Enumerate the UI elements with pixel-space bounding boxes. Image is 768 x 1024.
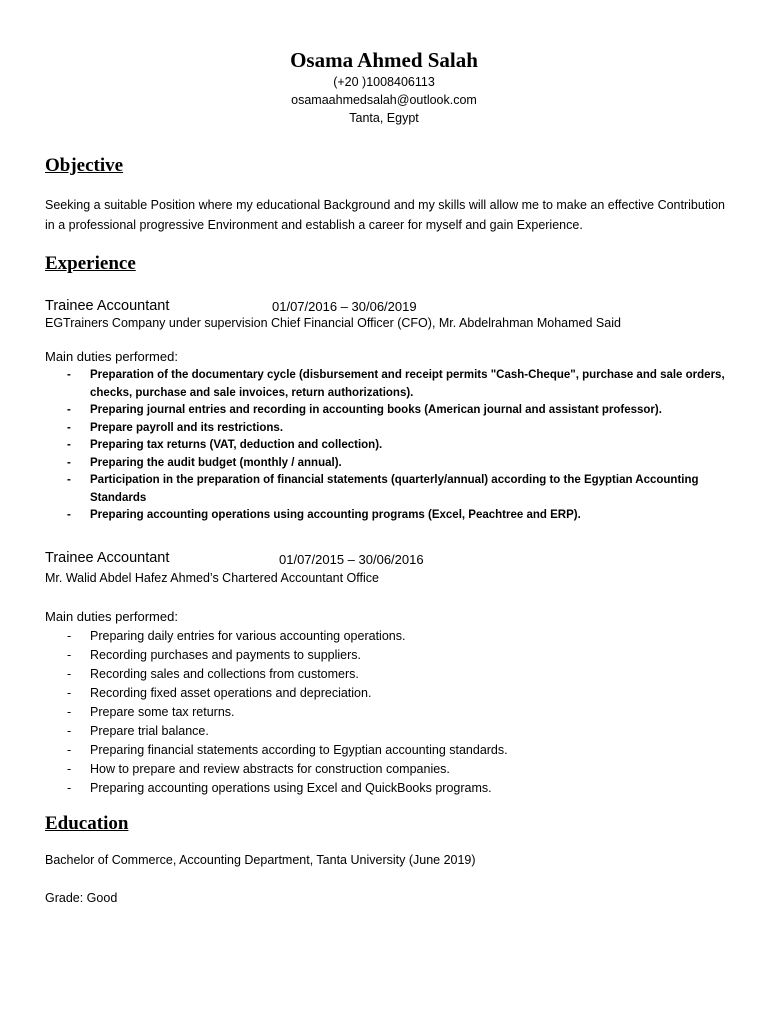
job-organization: EGTrainers Company under supervision Chief Financial Officer (CFO), Mr. Abdelrahman Mohamed Said <box>45 316 621 330</box>
duty-item <box>45 507 725 525</box>
job-dates: 01/07/2016 – 30/06/2019 <box>272 299 417 314</box>
duties-label: Main duties performed: <box>45 349 178 364</box>
duty-text: Prepare payroll and its restrictions. <box>90 421 284 434</box>
list-dash-marker: - <box>67 439 71 451</box>
duty-text: Preparing tax returns (VAT, deduction and collection). <box>90 439 383 451</box>
duty-item <box>45 665 725 684</box>
duty-text: Recording fixed asset operations and depreciation. <box>90 686 372 700</box>
job-title: Trainee Accountant <box>45 298 170 314</box>
education-degree: Bachelor of Commerce, Accounting Department, Tanta University (June 2019) <box>45 853 476 867</box>
duty-item <box>45 646 725 665</box>
duty-item <box>45 779 725 798</box>
education-heading: Education <box>45 813 129 834</box>
list-dash-marker: - <box>67 743 72 757</box>
email-address: osamaahmedsalah@outlook.com <box>291 93 477 107</box>
duty-item <box>45 684 725 703</box>
duty-item <box>45 722 725 741</box>
list-dash-marker: - <box>67 648 72 662</box>
objective-text: Seeking a suitable Position where my educational Background and my skills will allow me to make an effective Contribution in a professional progressive Environment and establish a career for myself and gain Experience. <box>45 198 725 232</box>
duties-list <box>45 627 725 798</box>
duties-label: Main duties performed: <box>45 609 178 624</box>
duty-item <box>45 472 725 507</box>
list-dash-marker: - <box>67 629 72 643</box>
list-dash-marker: - <box>67 762 72 776</box>
duty-text: Participation in the preparation of financial statements (quarterly/annual) according to the Egyptian Accounting Standards <box>90 474 699 504</box>
duty-item <box>45 703 725 722</box>
list-dash-marker: - <box>67 404 71 416</box>
list-dash-marker: - <box>67 781 72 795</box>
duty-text: Preparing accounting operations using accounting programs (Excel, Peachtree and ERP). <box>90 509 581 521</box>
duty-text: Preparing daily entries for various accounting operations. <box>90 629 406 643</box>
list-dash-marker: - <box>67 509 71 521</box>
duty-text: Preparing financial statements according to Egyptian accounting standards. <box>90 743 508 757</box>
list-dash-marker: - <box>67 724 72 738</box>
duty-text: Preparing the audit budget (monthly / annual). <box>90 456 342 469</box>
duty-text: Recording sales and collections from customers. <box>90 667 359 681</box>
education-grade: Grade: Good <box>45 891 118 905</box>
duty-text: How to prepare and review abstracts for construction companies. <box>90 762 450 776</box>
candidate-name: Osama Ahmed Salah <box>290 48 478 72</box>
duty-item <box>45 741 725 760</box>
duty-text: Preparing accounting operations using Excel and QuickBooks programs. <box>90 781 492 795</box>
job-dates: 01/07/2015 – 30/06/2016 <box>279 552 424 567</box>
list-dash-marker: - <box>67 456 71 469</box>
duty-item <box>45 402 725 420</box>
duty-item <box>45 437 725 455</box>
duty-text: Preparing journal entries and recording in accounting books (American journal and assistant professor). <box>90 404 662 416</box>
phone-number: (+20 )1008406113 <box>333 75 435 89</box>
list-dash-marker: - <box>67 369 71 381</box>
list-dash-marker: - <box>67 667 72 681</box>
duty-text: Prepare some tax returns. <box>90 705 235 719</box>
objective-heading: Objective <box>45 155 124 176</box>
list-dash-marker: - <box>67 705 72 719</box>
job-organization: Mr. Walid Abdel Hafez Ahmed’s Chartered Accountant Office <box>45 571 379 585</box>
duty-text: Prepare trial balance. <box>90 724 209 738</box>
duty-item <box>45 367 725 402</box>
duty-text: Recording purchases and payments to suppliers. <box>90 648 361 662</box>
list-dash-marker: - <box>67 474 71 486</box>
duty-item <box>45 760 725 779</box>
list-dash-marker: - <box>67 421 71 434</box>
duty-item <box>45 627 725 646</box>
duty-item <box>45 455 725 473</box>
list-dash-marker: - <box>67 686 72 700</box>
duties-list <box>45 367 725 525</box>
experience-heading: Experience <box>45 253 136 274</box>
job-title: Trainee Accountant <box>45 550 170 566</box>
duty-text: Preparation of the documentary cycle (disbursement and receipt permits "Cash-Cheque", purchase and sale orders, checks, purchase and sale invoices, return authorizations). <box>90 369 725 399</box>
duty-item <box>45 420 725 438</box>
location: Tanta, Egypt <box>349 111 419 125</box>
